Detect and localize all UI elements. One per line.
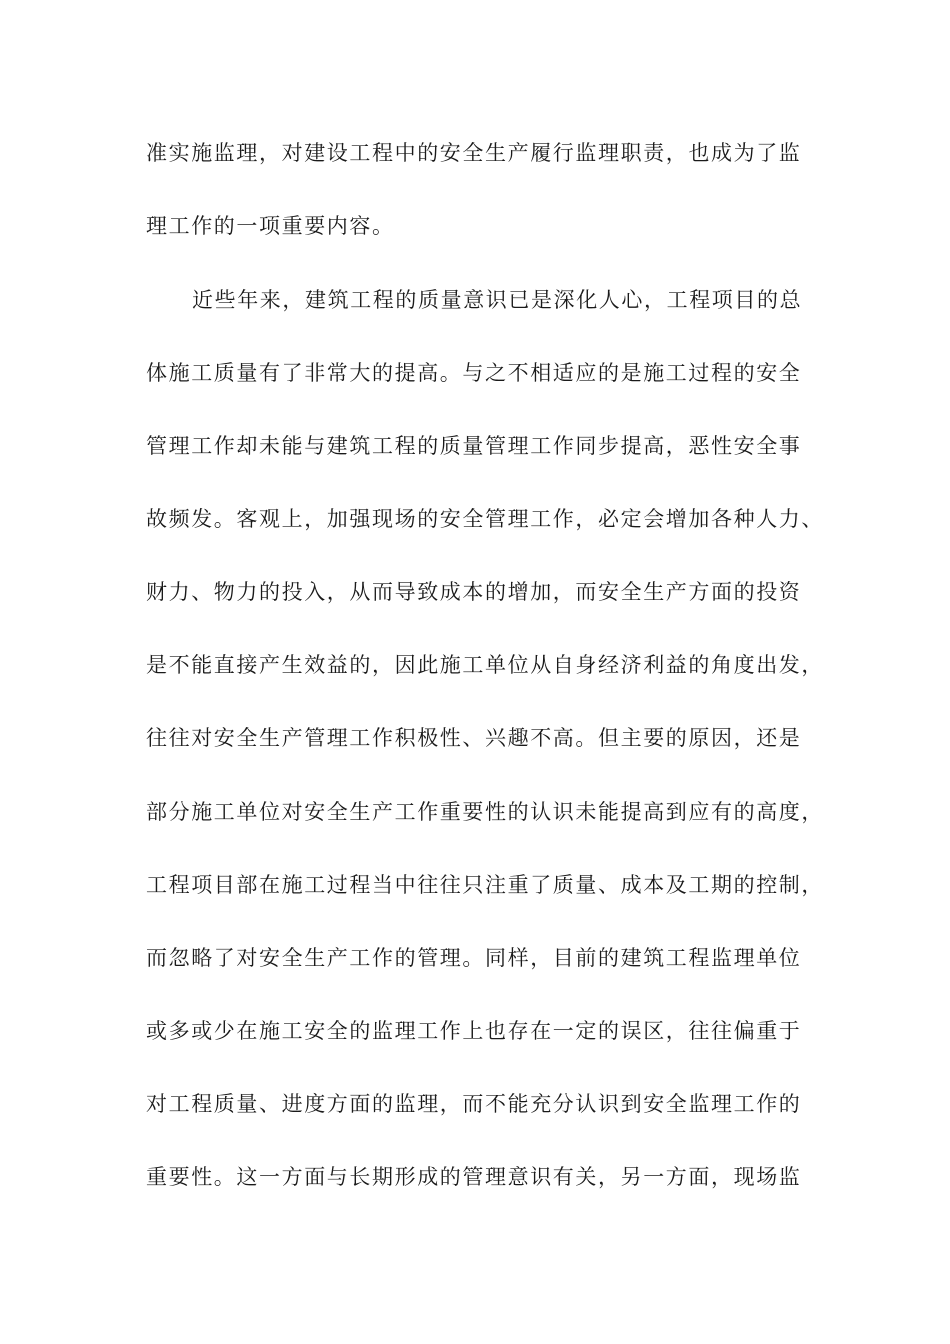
text-line-9: 往往对安全生产管理工作积极性、兴趣不高。但主要的原因，还是: [146, 726, 802, 750]
text-line-10: 部分施工单位对安全生产工作重要性的认识未能提高到应有的高度，: [146, 800, 824, 824]
text-line-2: 理工作的一项重要内容。: [146, 214, 395, 238]
text-line-6: 故频发。客观上，加强现场的安全管理工作，必定会增加各种人力、: [146, 507, 824, 531]
text-line-5: 管理工作却未能与建筑工程的质量管理工作同步提高，恶性安全事: [146, 434, 802, 458]
text-line-4: 体施工质量有了非常大的提高。与之不相适应的是施工过程的安全: [146, 361, 802, 385]
text-line-7: 财力、物力的投入，从而导致成本的增加，而安全生产方面的投资: [146, 580, 802, 604]
text-line-11: 工程项目部在施工过程当中往往只注重了质量、成本及工期的控制，: [146, 873, 824, 897]
text-line-8: 是不能直接产生效益的，因此施工单位从自身经济利益的角度出发，: [146, 653, 824, 677]
text-line-13: 或多或少在施工安全的监理工作上也存在一定的误区，往往偏重于: [146, 1019, 802, 1043]
text-line-12: 而忽略了对安全生产工作的管理。同样，目前的建筑工程监理单位: [146, 946, 802, 970]
text-line-14: 对工程质量、进度方面的监理，而不能充分认识到安全监理工作的: [146, 1092, 802, 1116]
text-line-1: 准实施监理，对建设工程中的安全生产履行监理职责，也成为了监: [146, 141, 802, 165]
text-line-15: 重要性。这一方面与长期形成的管理意识有关，另一方面，现场监: [146, 1165, 802, 1189]
paragraph-first-line: 近些年来，建筑工程的质量意识已是深化人心，工程项目的总: [192, 288, 803, 312]
